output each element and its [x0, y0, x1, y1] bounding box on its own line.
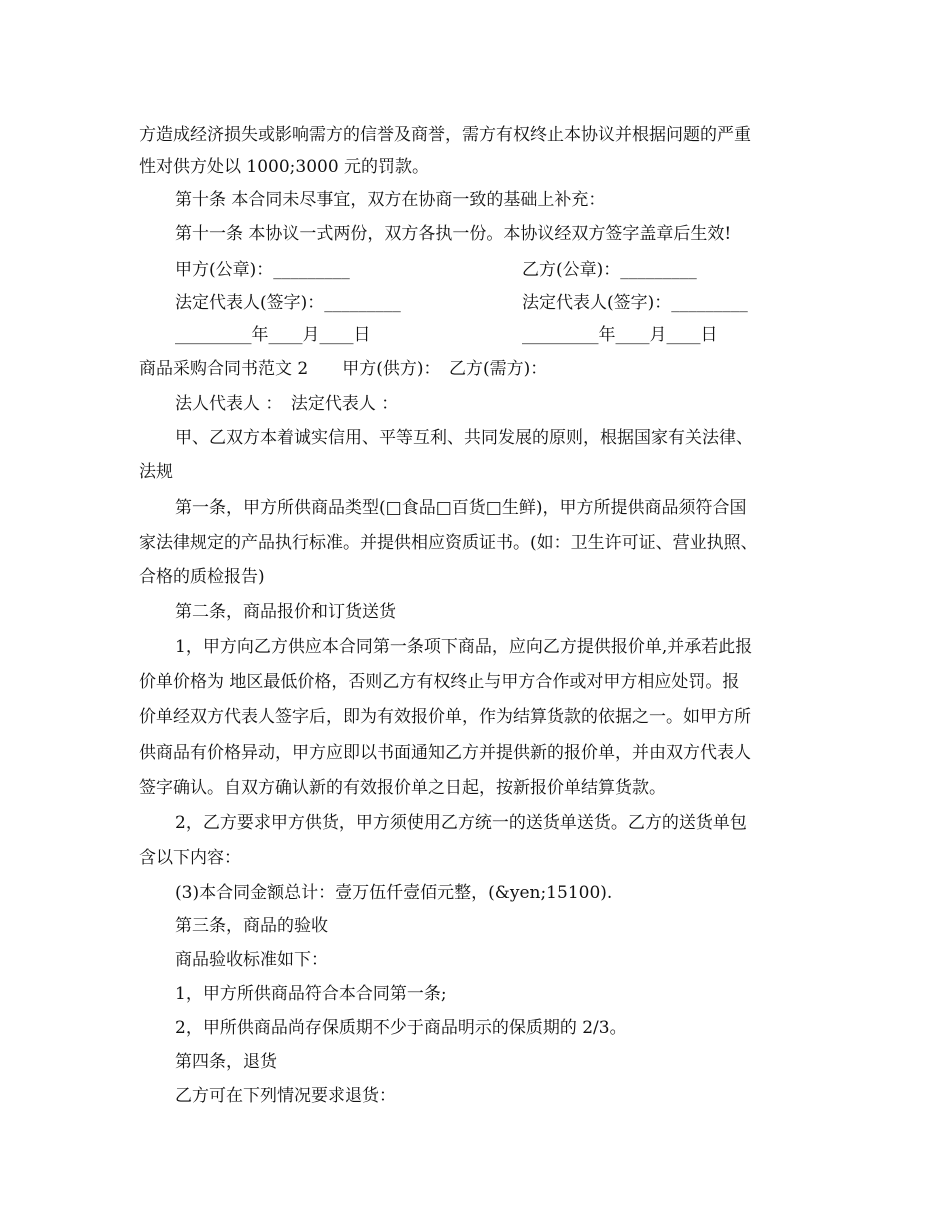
preamble-line-1: 甲、乙双方本着诚实信用、平等互利、共同发展的原则，根据国家有关法律、: [175, 428, 753, 448]
article-1-line-1: 第一条，甲方所供商品类型(□食品□百货□生鲜)，甲方所提供商品须符合国: [175, 498, 747, 518]
article-4-intro: 乙方可在下列情况要求退货：: [175, 1086, 396, 1106]
article-2-p1-line-5: 签字确认。自双方确认新的有效报价单之日起，按新报价单结算货款。: [139, 778, 666, 798]
intro-line-1: 方造成经济损失或影响需方的信誉及商誉，需方有权终止本协议并根据问题的严重: [139, 125, 751, 145]
article-2-p2-line-2: 含以下内容：: [139, 848, 241, 868]
article-10: 第十条 本合同未尽事宜，双方在协商一致的基础上补充：: [175, 190, 606, 210]
party-a-seal: 甲方(公章)：_________: [175, 260, 350, 280]
contract-amount: (3)本合同金额总计：壹万伍仟壹佰元整，(&yen;15100).: [175, 883, 613, 903]
article-11: 第十一条 本协议一式两份，双方各执一份。本协议经双方签字盖章后生效!: [175, 224, 732, 244]
party-a-date: _________年____月____日: [175, 325, 371, 345]
article-1-line-3: 合格的质检报告): [139, 567, 265, 587]
sample-2-header: 商品采购合同书范文 2 甲方(供方)： 乙方(需方)：: [139, 359, 548, 379]
party-b-representative: 法定代表人(签字)：_________: [522, 293, 748, 313]
article-4-title: 第四条，退货: [175, 1052, 277, 1072]
article-3-item-1: 1，甲方所供商品符合本合同第一条;: [175, 984, 447, 1004]
representatives-line: 法人代表人 ： 法定代表人 ：: [175, 394, 399, 414]
article-3-item-2: 2，甲所供商品尚存保质期不少于商品明示的保质期的 2/3。: [175, 1018, 627, 1038]
article-1-line-2: 家法律规定的产品执行标准。并提供相应资质证书。(如：卫生许可证、营业执照、: [139, 533, 758, 553]
party-a-representative: 法定代表人(签字)：_________: [175, 293, 401, 313]
article-3-title: 第三条，商品的验收: [175, 916, 328, 936]
preamble-line-2: 法规: [139, 462, 173, 482]
article-2-p2-line-1: 2，乙方要求甲方供货，甲方须使用乙方统一的送货单送货。乙方的送货单包: [175, 813, 747, 833]
article-2-p1-line-3: 价单经双方代表人签字后，即为有效报价单，作为结算货款的依据之一。如甲方所: [139, 707, 751, 727]
article-3-intro: 商品验收标准如下：: [175, 950, 328, 970]
party-b-date: _________年____月____日: [522, 325, 718, 345]
article-2-title: 第二条，商品报价和订货送货: [175, 602, 396, 622]
party-b-seal: 乙方(公章)：_________: [522, 260, 697, 280]
article-2-p1-line-4: 供商品有价格异动，甲方应即以书面通知乙方并提供新的报价单，并由双方代表人: [139, 743, 751, 763]
intro-line-2: 性对供方处以 1000;3000 元的罚款。: [139, 157, 430, 177]
article-2-p1-line-2: 价单价格为 地区最低价格，否则乙方有权终止与甲方合作或对甲方相应处罚。报: [139, 672, 740, 692]
article-2-p1-line-1: 1，甲方向乙方供应本合同第一条项下商品，应向乙方提供报价单,并承若此报: [175, 637, 753, 657]
